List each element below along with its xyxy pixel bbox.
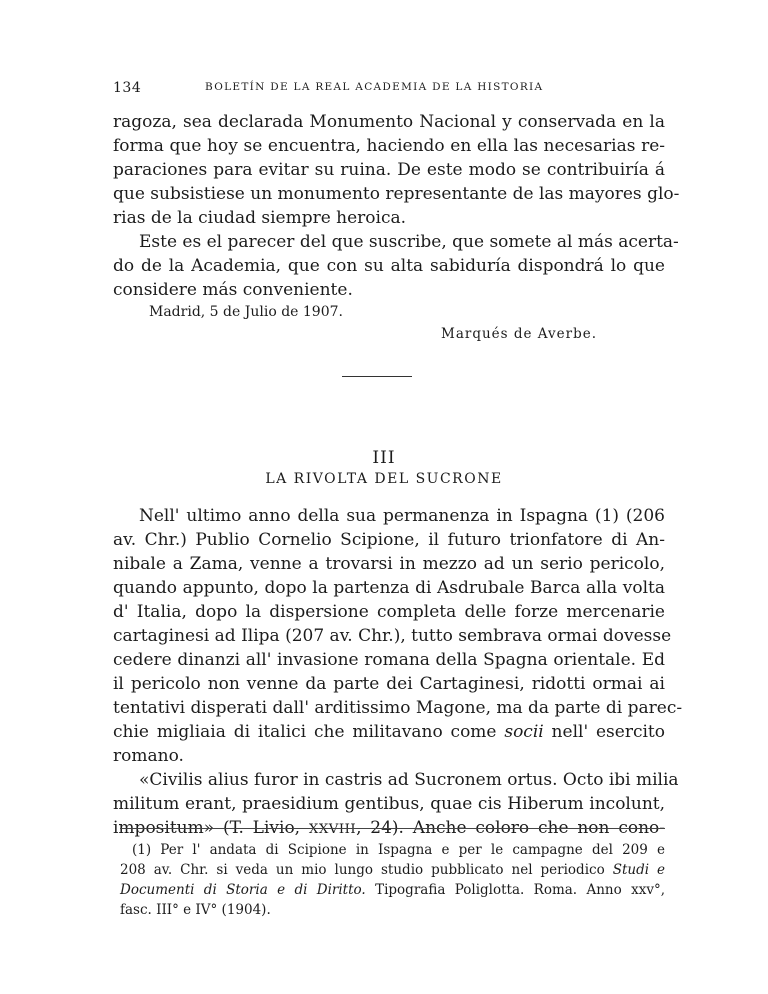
footnote-line: fasc. III° e IV° (1904). <box>120 902 271 918</box>
text-run: nell' esercito <box>543 722 665 742</box>
text-line: tentativi disperati dall' arditissimo Magone, ma da parte di parec- <box>113 698 683 718</box>
text-line: forma que hoy se encuentra, haciendo en ella las necesarias re- <box>113 136 665 156</box>
text-line: ragoza, sea declarada Monumento Nacional y conservada en la <box>113 112 665 132</box>
text-line: quando appunto, dopo la partenza di Asdrubale Barca alla volta <box>113 578 665 598</box>
text-line: Este es el parecer del que suscribe, que somete al más acerta- <box>139 232 679 252</box>
signature: Marqués de Averbe. <box>441 326 597 342</box>
text-line: cartaginesi ad Ilipa (207 av. Chr.), tutto sembrava ormai dovesse <box>113 626 672 646</box>
section-title: LA RIVOLTA DEL SUCRONE <box>265 471 503 487</box>
previous-report-text <box>113 110 680 302</box>
text-line: considere más conveniente. <box>113 280 353 300</box>
text-line: que subsistiese un monumento representante de las mayores glo- <box>113 184 680 204</box>
italic-title: Studi e <box>612 862 666 878</box>
text-line <box>113 816 665 842</box>
section-number: III <box>372 448 396 468</box>
text-line: do de la Academia, que con su alta sabiduría dispondrá lo que <box>113 256 665 276</box>
text-line: Nell' ultimo anno della sua permanenza in Ispagna (1) (206 <box>139 506 665 526</box>
footnote <box>120 840 665 920</box>
book-number: XXVIII <box>308 822 357 837</box>
text-run: 208 av. Chr. si veda un mio lungo studio pubblicato nel periodico <box>120 862 613 878</box>
italic-term: socii <box>504 722 544 742</box>
page-number: 134 <box>113 80 142 96</box>
text-line: «Civilis alius furor in castris ad Sucronem ortus. Octo ibi milia <box>139 770 679 790</box>
text-line <box>113 720 665 744</box>
text-line: d' Italia, dopo la dispersione completa delle forze mercenarie <box>113 602 665 622</box>
text-run: Tipografia Poliglotta. Roma. Anno xxv°, <box>365 882 665 898</box>
text-line: il pericolo non venne da parte dei Cartaginesi, ridotti ormai ai <box>113 674 665 694</box>
footnote-rule <box>120 828 665 829</box>
text-line: paraciones para evitar su ruina. De este modo se contribuiría á <box>113 160 665 180</box>
text-run: chie migliaia di italici che militavano come <box>113 722 505 742</box>
text-line: romano. <box>113 746 184 766</box>
footnote-line <box>120 860 665 880</box>
footnote-line: (1) Per l' andata di Scipione in Ispagna e per le campagne del 209 e <box>132 842 665 858</box>
text-line: av. Chr.) Publio Cornelio Scipione, il futuro trionfatore di An- <box>113 530 665 550</box>
text-run: impositum» (T. Livio, <box>113 818 309 838</box>
text-line: rias de la ciudad siempre heroica. <box>113 208 407 228</box>
italic-title: Documenti di Storia e di Diritto. <box>120 882 366 898</box>
report-date: Madrid, 5 de Julio de 1907. <box>149 304 343 320</box>
text-line: militum erant, praesidium gentibus, quae cis Hiberum incolunt, <box>113 794 665 814</box>
main-text <box>113 504 683 842</box>
footnote-line <box>120 880 665 900</box>
text-run: , 24). Anche coloro che non cono- <box>356 818 666 838</box>
running-title: BOLETÍN DE LA REAL ACADEMIA DE LA HISTORIA <box>205 81 544 93</box>
section-separator <box>342 376 412 377</box>
text-line: nibale a Zama, venne a trovarsi in mezzo ad un serio pericolo, <box>113 554 665 574</box>
text-line: cedere dinanzi all' invasione romana della Spagna orientale. Ed <box>113 650 665 670</box>
